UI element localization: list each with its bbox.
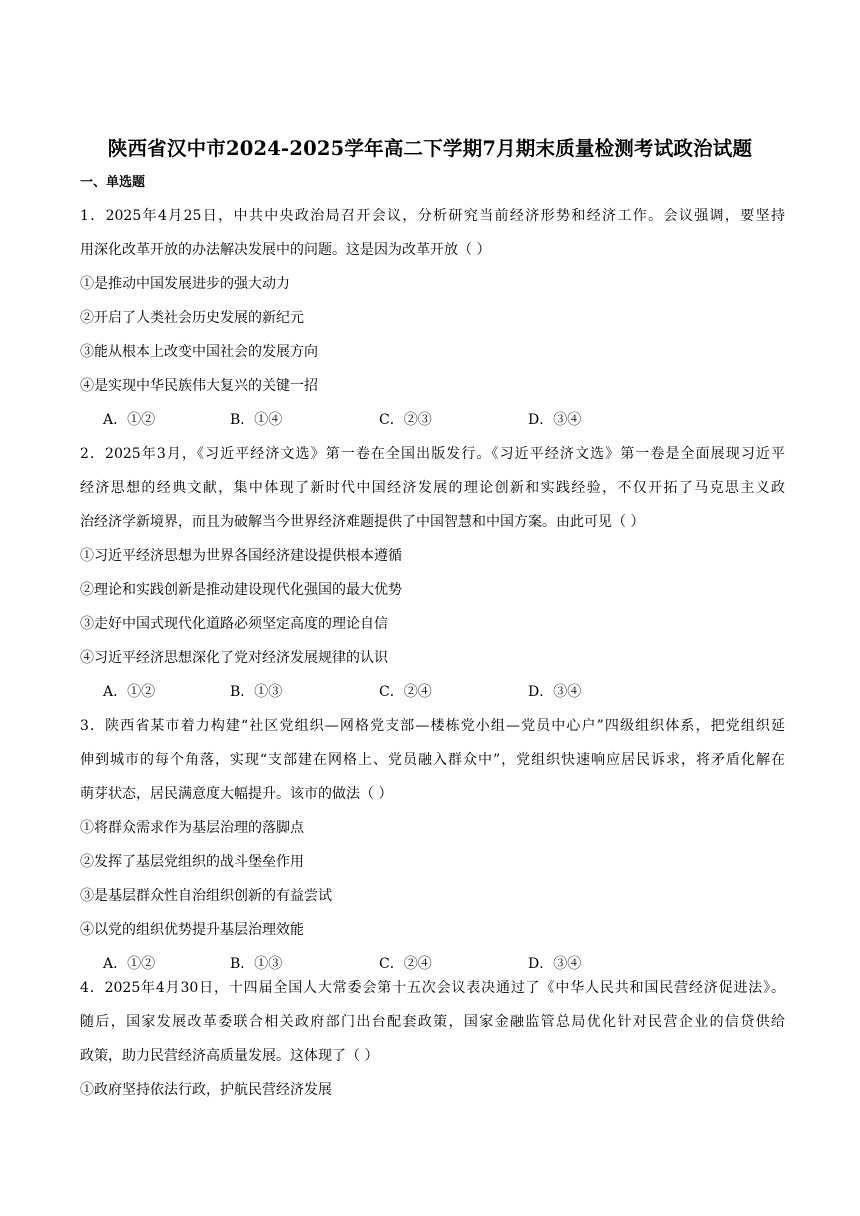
question-stem-line: 4．2025年4月30日，十四届全国人大常委会第十五次会议表决通过了《中华人民共和国民营经济促进法》。: [80, 980, 785, 996]
question-stem-line: 政策，助力民营经济高质量发展。这体现了（ ）: [80, 1048, 379, 1064]
question-stem-line: 3．陕西省某市着力构建“社区党组织—网格党支部—楼栋党小组—党员中心户”四级组织体系，把党组织延: [80, 718, 785, 734]
statement: ④习近平经济思想深化了党对经济发展规律的认识: [80, 650, 388, 666]
question-1: [80, 199, 785, 437]
statement: ③能从根本上改变中国社会的发展方向: [80, 344, 318, 360]
option-d[interactable]: D．③④: [528, 956, 582, 972]
statement: ②开启了人类社会历史发展的新纪元: [80, 310, 304, 326]
section-heading: 一、单选题: [80, 175, 146, 190]
statement: ①将群众需求作为基层治理的落脚点: [80, 820, 304, 836]
option-a[interactable]: A．①②: [103, 684, 156, 700]
statement: ②发挥了基层党组织的战斗堡垒作用: [80, 854, 304, 870]
statement: ①习近平经济思想为世界各国经济建设提供根本遵循: [80, 548, 402, 564]
option-b[interactable]: B．①③: [230, 956, 283, 972]
question-4: [80, 971, 785, 1107]
statement: ③是基层群众性自治组织创新的有益尝试: [80, 888, 332, 904]
question-stem-line: 随后，国家发展改革委联合相关政府部门出台配套政策，国家金融监管总局优化针对民营企业的信贷供给: [80, 1014, 785, 1030]
statement: ①政府坚持依法行政，护航民营经济发展: [80, 1082, 332, 1098]
question-2: [80, 437, 785, 709]
option-d[interactable]: D．③④: [528, 684, 582, 700]
answer-options: [80, 675, 785, 709]
question-stem-line: 1．2025年4月25日，中共中央政治局召开会议，分析研究当前经济形势和经济工作。会议强调，要坚持: [80, 208, 785, 224]
option-c[interactable]: C．②④: [379, 956, 432, 972]
option-a[interactable]: A．①②: [103, 412, 156, 428]
question-stem-line: 经济思想的经典文献，集中体现了新时代中国经济发展的理论创新和实践经验，不仅开拓了马克思主义政: [80, 480, 785, 496]
option-c[interactable]: C．②④: [379, 684, 432, 700]
option-b[interactable]: B．①③: [230, 684, 283, 700]
question-stem-line: 治经济学新境界，而且为破解当今世界经济难题提供了中国智慧和中国方案。由此可见（ ）: [80, 514, 645, 530]
page-title: 陕西省汉中市2024-2025学年高二下学期7月期末质量检测考试政治试题: [107, 137, 753, 160]
option-a[interactable]: A．①②: [103, 956, 156, 972]
answer-options: [80, 403, 785, 437]
statement: ②理论和实践创新是推动建设现代化强国的最大优势: [80, 582, 402, 598]
question-stem-line: 萌芽状态，居民满意度大幅提升。该市的做法（ ）: [80, 786, 393, 802]
question-3: [80, 709, 785, 981]
statement: ①是推动中国发展进步的强大动力: [80, 276, 290, 292]
option-c[interactable]: C．②③: [379, 412, 432, 428]
statement: ③走好中国式现代化道路必须坚定高度的理论自信: [80, 616, 388, 632]
option-b[interactable]: B．①④: [230, 412, 283, 428]
question-stem-line: 2．2025年3月，《习近平经济文选》第一卷在全国出版发行。《习近平经济文选》第一卷是全面展现习近平: [80, 446, 785, 462]
option-d[interactable]: D．③④: [528, 412, 582, 428]
question-stem-line: 用深化改革开放的办法解决发展中的问题。这是因为改革开放（ ）: [80, 242, 491, 258]
statement: ④以党的组织优势提升基层治理效能: [80, 922, 304, 938]
question-stem-line: 伸到城市的每个角落，实现“支部建在网格上、党员融入群众中”，党组织快速响应居民诉求，将矛盾化解在: [80, 752, 785, 768]
statement: ④是实现中华民族伟大复兴的关键一招: [80, 378, 318, 394]
